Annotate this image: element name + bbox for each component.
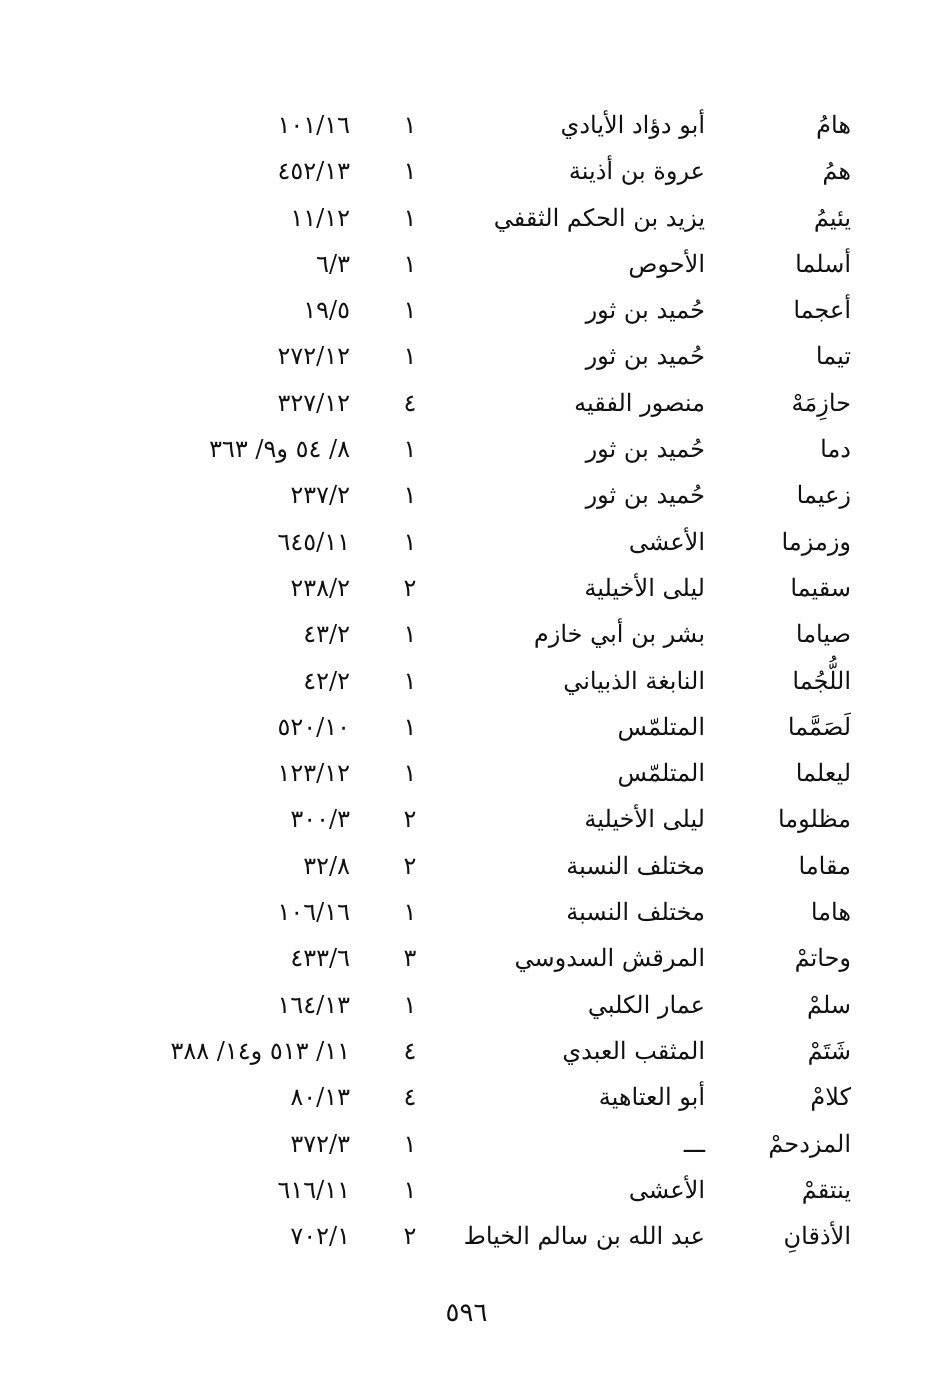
volume-page-reference: ٣٠٠/٣ [290, 805, 350, 834]
index-row [0, 889, 933, 935]
verse-count: ١ [403, 898, 417, 927]
index-row [0, 704, 933, 750]
poet-name: ليلى الأخيلية [584, 805, 705, 834]
volume-page-reference: ٤٣/٢ [303, 620, 350, 649]
verse-count: ٢ [403, 851, 417, 880]
index-row [0, 1074, 933, 1120]
volume-page-reference: ٤٥٢/١٣ [277, 157, 350, 186]
poet-name: ليلى الأخيلية [584, 573, 705, 602]
verse-count: ١ [403, 481, 417, 510]
rhyme-word: سلمْ [806, 990, 851, 1019]
verse-count: ١ [403, 620, 417, 649]
verse-count: ١ [403, 157, 417, 186]
rhyme-word: سقيما [790, 573, 851, 602]
poet-name: الأعشى [628, 527, 705, 556]
rhyme-word: لَصَمَّما [787, 712, 851, 741]
verse-count: ٤ [403, 1083, 417, 1112]
rhyme-word: أسلما [795, 249, 851, 278]
rhyme-word: دما [820, 435, 851, 464]
volume-page-reference: ٢٣٨/٢ [290, 573, 350, 602]
rhyme-word: مظلوما [777, 805, 851, 834]
rhyme-word: تيما [815, 342, 851, 371]
index-row [0, 333, 933, 379]
verse-count: ١ [403, 203, 417, 232]
volume-page-reference: ٣٢/٨ [303, 851, 350, 880]
poet-name: النابغة الذبياني [563, 666, 705, 695]
volume-page-reference: ٣٢٧/١٢ [277, 388, 350, 417]
volume-page-reference: ١٩/٥ [303, 296, 350, 325]
volume-page-reference: ٤٣٣/٦ [290, 944, 350, 973]
index-row [0, 1167, 933, 1213]
poet-name: مختلف النسبة [566, 898, 705, 927]
rhyme-word: ينتقمْ [801, 1175, 851, 1204]
rhyme-word: ليعلما [795, 759, 851, 788]
rhyme-word: شَتَمْ [807, 1036, 851, 1065]
verse-count: ٢ [403, 573, 417, 602]
verse-count: ١ [403, 342, 417, 371]
verse-count: ١ [403, 296, 417, 325]
volume-page-reference: ١١/١٢ [290, 203, 350, 232]
index-row [0, 982, 933, 1028]
volume-page-reference: ٢٣٧/٢ [290, 481, 350, 510]
rhyme-index-table [0, 102, 933, 1259]
volume-page-reference: ١٠١/١٦ [277, 111, 350, 139]
rhyme-word: المزدحمْ [768, 1129, 851, 1158]
index-row [0, 658, 933, 704]
index-row [0, 426, 933, 472]
poet-name: بشر بن أبي خازم [533, 620, 705, 649]
index-row [0, 1121, 933, 1167]
volume-page-reference: ١٦٤/١٣ [277, 990, 350, 1019]
verse-count: ٣ [403, 944, 417, 973]
poet-name: حُميد بن ثور [585, 296, 705, 325]
rhyme-word: همُ [822, 157, 851, 186]
poet-name: المتلمّس [617, 759, 705, 788]
verse-count: ١ [403, 249, 417, 278]
poet-name: حُميد بن ثور [585, 435, 705, 464]
rhyme-word: الأذقانِ [783, 1222, 851, 1251]
index-row [0, 1213, 933, 1259]
verse-count: ٤ [403, 388, 417, 417]
verse-count: ١ [403, 666, 417, 695]
poet-name: المثقب العبدي [562, 1036, 705, 1065]
volume-page-reference: ٥٢٠/١٠ [277, 712, 350, 741]
volume-page-reference: ٢٧٢/١٢ [277, 342, 350, 371]
rhyme-word: أعجما [793, 296, 851, 325]
poet-name: عروة بن أذينة [568, 157, 705, 186]
volume-page-reference: ٦٤٥/١١ [277, 527, 350, 556]
index-row [0, 472, 933, 518]
verse-count: ٢ [403, 805, 417, 834]
verse-count: ١ [403, 527, 417, 556]
index-row [0, 241, 933, 287]
volume-page-reference: ٤٢/٢ [303, 666, 350, 695]
verse-count: ٢ [403, 1222, 417, 1251]
verse-count: ١ [403, 435, 417, 464]
rhyme-word: مقاما [798, 851, 851, 880]
poet-name: عمار الكلبي [587, 990, 705, 1019]
index-row [0, 1028, 933, 1074]
rhyme-word: كلامْ [810, 1083, 851, 1112]
index-row [0, 195, 933, 241]
index-row [0, 519, 933, 565]
index-row [0, 287, 933, 333]
volume-page-reference: ٨٠/١٣ [290, 1083, 350, 1112]
rhyme-word: حازِمَهْ [791, 388, 851, 417]
verse-count: ٤ [403, 1036, 417, 1065]
index-row [0, 796, 933, 842]
volume-page-reference: ٨/ ٥٤ و٩/ ٣٦٣ [209, 435, 350, 464]
volume-page-reference: ٧٠٢/١ [290, 1222, 350, 1251]
volume-page-reference: ١٠٦/١٦ [277, 898, 350, 927]
poet-name: المتلمّس [617, 712, 705, 741]
poet-name: عبد الله بن سالم الخياط [463, 1222, 705, 1251]
rhyme-word: وزمزما [781, 527, 851, 556]
volume-page-reference: ٣٧٢/٣ [290, 1129, 350, 1158]
poet-name: يزيد بن الحكم الثقفي [493, 203, 705, 232]
volume-page-reference: ١٢٣/١٢ [277, 759, 350, 788]
volume-page-reference: ٦/٣ [316, 249, 350, 278]
verse-count: ١ [403, 712, 417, 741]
verse-count: ١ [403, 1129, 417, 1158]
index-row [0, 148, 933, 194]
verse-count: ١ [403, 990, 417, 1019]
poet-name: مختلف النسبة [566, 851, 705, 880]
index-row [0, 750, 933, 796]
rhyme-word: هامُ [816, 111, 851, 139]
poet-name: أبو دؤاد الأيادي [560, 111, 705, 139]
volume-page-reference: ١١/ ٥١٣ و١٤/ ٣٨٨ [170, 1036, 350, 1065]
volume-page-reference: ٦١٦/١١ [277, 1175, 350, 1204]
poet-name: الأحوص [628, 249, 705, 278]
index-row [0, 611, 933, 657]
rhyme-word: وحاتمْ [794, 944, 851, 973]
poet-name: ـــ [683, 1129, 705, 1158]
poet-name: أبو العتاهية [598, 1083, 705, 1112]
poet-name: حُميد بن ثور [585, 481, 705, 510]
poet-name: الأعشى [628, 1175, 705, 1204]
rhyme-word: زعيما [796, 481, 851, 510]
rhyme-word: هاما [810, 898, 851, 927]
verse-count: ١ [403, 111, 417, 139]
index-row [0, 380, 933, 426]
rhyme-word: يئيمُ [813, 203, 851, 232]
poet-name: منصور الفقيه [574, 388, 705, 417]
rhyme-word: صياما [795, 620, 851, 649]
index-row [0, 102, 933, 148]
verse-count: ١ [403, 1175, 417, 1204]
index-row [0, 565, 933, 611]
rhyme-word: اللُّجُما [792, 666, 851, 695]
page-number: ٥٩٦ [445, 1298, 488, 1328]
verse-count: ١ [403, 759, 417, 788]
poet-name: حُميد بن ثور [585, 342, 705, 371]
index-row [0, 843, 933, 889]
poet-name: المرقش السدوسي [514, 944, 705, 973]
index-row [0, 935, 933, 981]
